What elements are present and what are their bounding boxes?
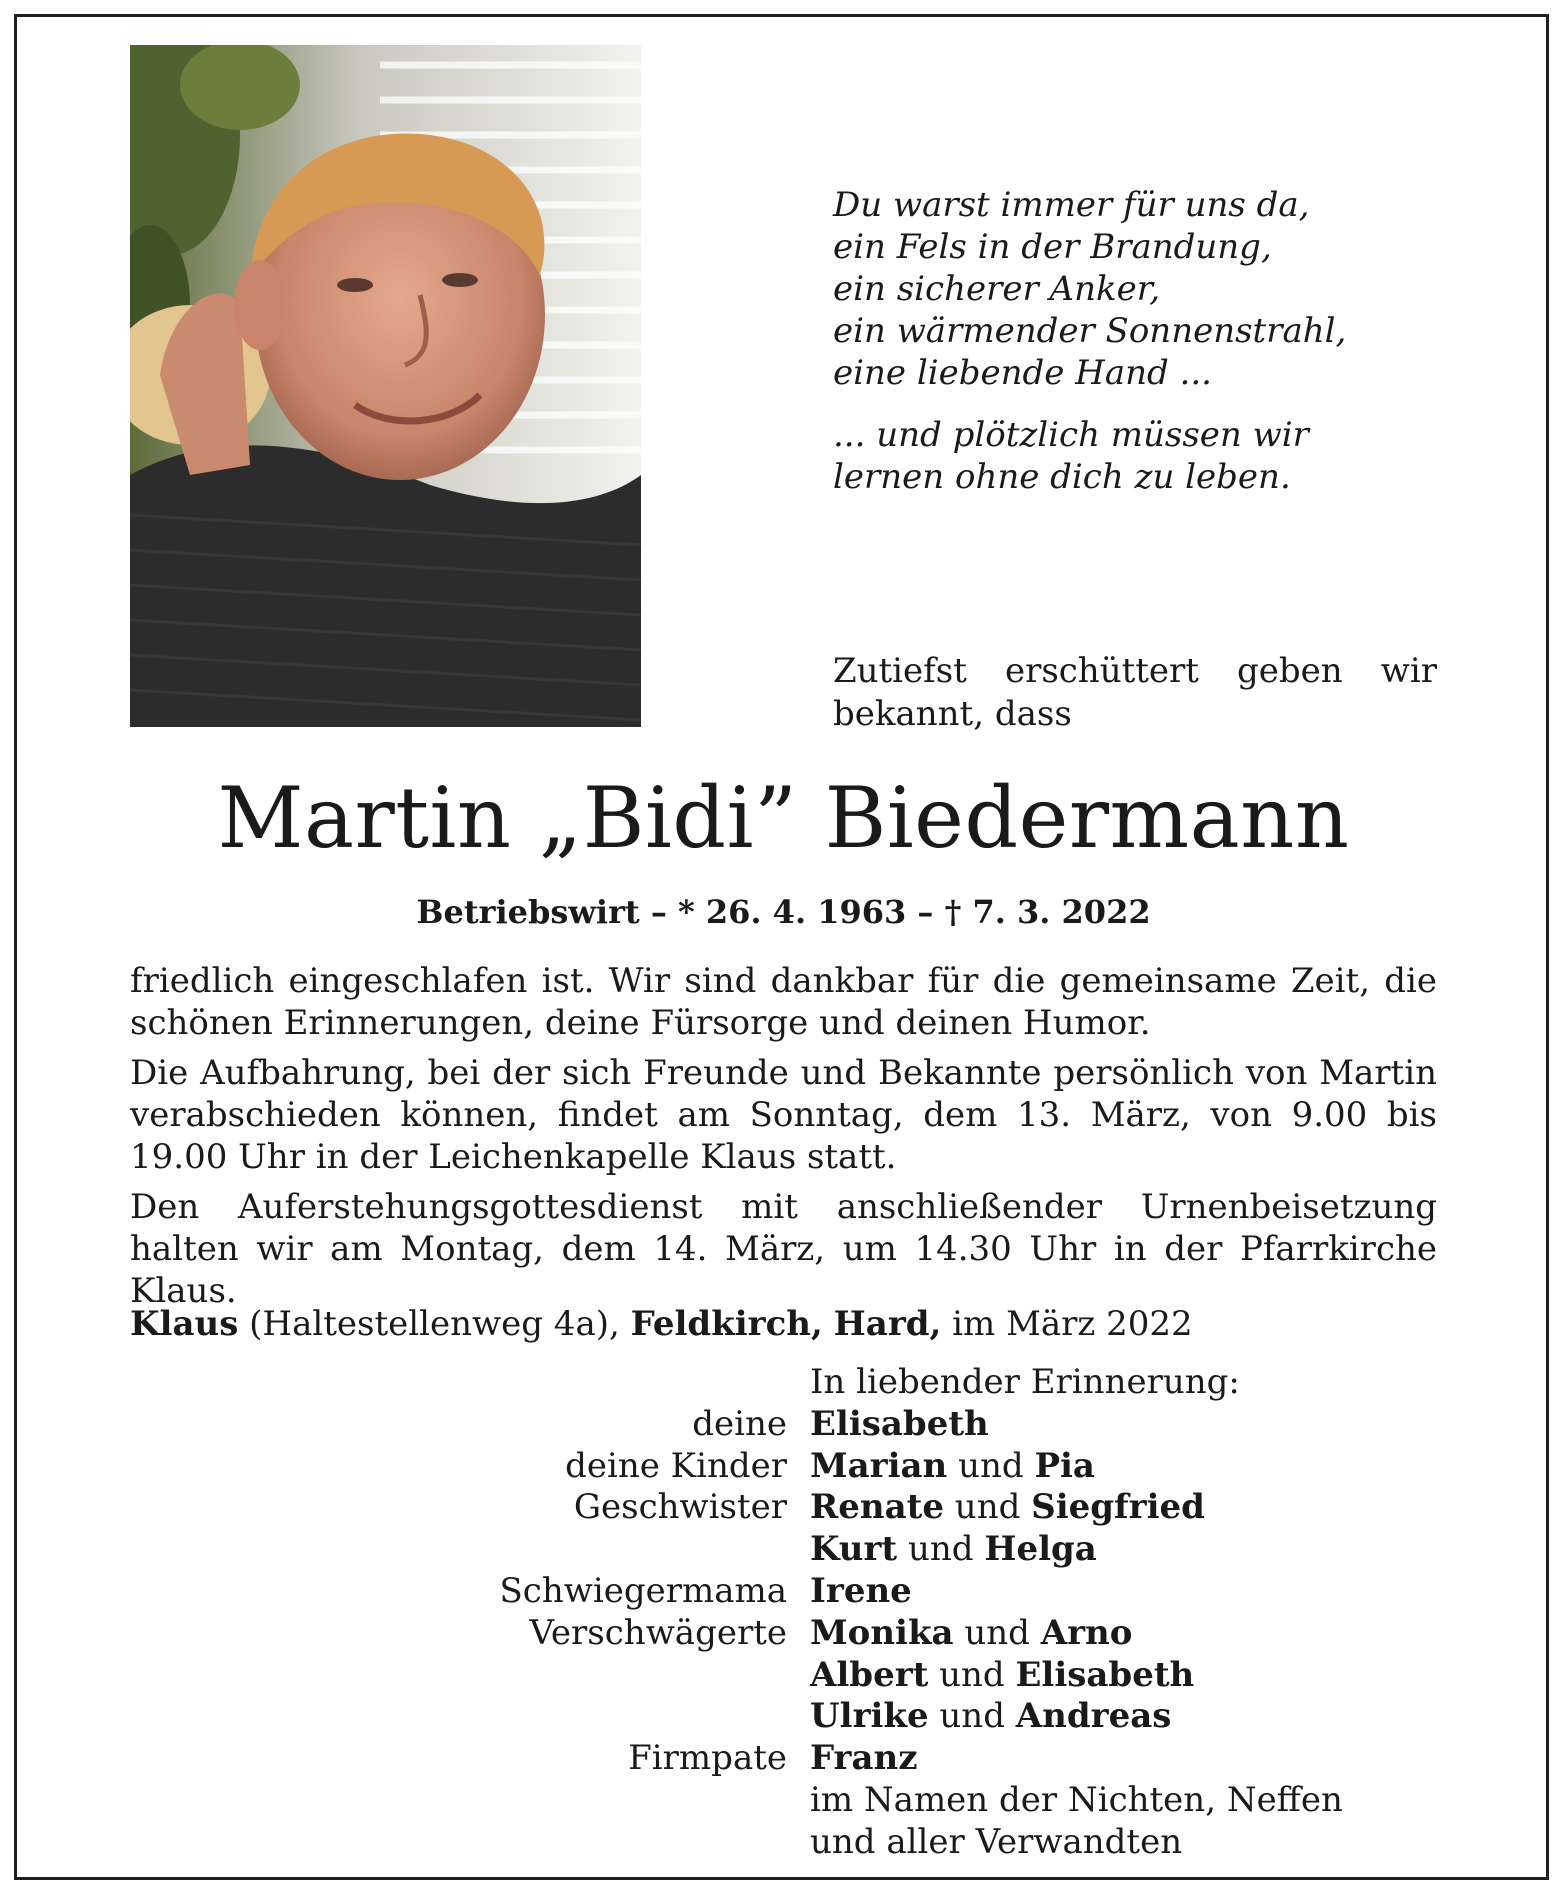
mourner-row	[130, 1404, 1437, 1446]
mourner-name: Elisabeth	[810, 1403, 989, 1444]
mourner-relation: Schwiegermama	[499, 1570, 787, 1611]
poem-line: ... und plötzlich müssen wir	[833, 415, 1309, 455]
mourner-row: Verschwägerte Monika und Arno	[130, 1613, 1437, 1655]
place-address: (Haltestellenweg 4a),	[249, 1304, 620, 1344]
mourner-relation: Firmpate	[628, 1738, 787, 1779]
mourner-name: Franz	[810, 1738, 918, 1779]
mourner-name: Andreas	[1015, 1696, 1172, 1737]
mourner-name: Siegfried	[1031, 1487, 1205, 1528]
mourner-row: Albert und Elisabeth	[130, 1655, 1437, 1697]
mourner-row: Ulrike und Andreas	[130, 1696, 1437, 1738]
mourner-name: Pia	[1034, 1445, 1095, 1486]
mourner-name: Irene	[810, 1570, 912, 1611]
mourners-heading: In liebender Erinnerung:	[810, 1362, 1240, 1402]
poem-line: ein wärmender Sonnenstrahl,	[833, 311, 1347, 351]
poem-line: Du warst immer für uns da,	[833, 185, 1310, 225]
mourner-relation: deine Kinder	[565, 1445, 787, 1486]
deceased-name: Martin „Bidi” Biedermann	[217, 769, 1350, 867]
body-paragraph: Die Aufbahrung, bei der sich Freunde und Bekannte persönlich von Martin verabschieden können, findet am Sonntag, dem 13. März, von 9.00 bis 19.00 Uhr in der Leichenkapelle Klaus statt.	[130, 1053, 1437, 1177]
body-paragraph: friedlich eingeschlafen ist. Wir sind dankbar für die gemeinsame Zeit, die schönen Erinnerungen, deine Fürsorge und deinen Humor.	[130, 961, 1437, 1043]
mourners-list	[130, 1362, 1437, 1864]
mourner-relation	[130, 1655, 810, 1697]
mourners-closing-row	[130, 1780, 1437, 1822]
mourner-name: Albert	[810, 1654, 929, 1695]
poem-line: ein Fels in der Brandung,	[833, 227, 1272, 267]
place-town: Hard,	[833, 1304, 942, 1344]
mourners-heading-row	[130, 1362, 1437, 1404]
poem-line: eine liebende Hand ...	[833, 353, 1212, 393]
mourner-row: Geschwister Renate und Siegfried	[130, 1487, 1437, 1529]
mourner-name: Ulrike	[810, 1696, 929, 1737]
mourner-name: Renate	[810, 1487, 944, 1528]
mourner-name: Helga	[984, 1529, 1097, 1570]
portrait-photo-icon	[130, 45, 641, 727]
poem-line: ein sicherer Anker,	[833, 269, 1161, 309]
place-town: Klaus	[130, 1304, 239, 1344]
mourner-relation: Geschwister	[573, 1487, 787, 1528]
announcement-intro: Zutiefst erschüttert geben wir bekannt, dass	[833, 651, 1437, 734]
portrait-photo	[130, 45, 641, 727]
place-date: im März 2022	[952, 1304, 1193, 1344]
mourner-row	[130, 1571, 1437, 1613]
deceased-details: Betriebswirt – * 26. 4. 1963 – † 7. 3. 2022	[416, 893, 1151, 931]
mourner-name: Kurt	[810, 1529, 898, 1570]
poem	[833, 184, 1453, 498]
mourner-relation: Verschwägerte	[529, 1612, 787, 1653]
mourner-name: Elisabeth	[1015, 1654, 1195, 1695]
mourner-row	[130, 1738, 1437, 1780]
mourners-closing: und aller Verwandten	[810, 1821, 1183, 1862]
place-town: Feldkirch,	[630, 1304, 823, 1344]
poem-line: lernen ohne dich zu leben.	[833, 457, 1291, 497]
mourners-closing: im Namen der Nichten, Neffen	[810, 1779, 1343, 1820]
mourner-name: Arno	[1040, 1612, 1133, 1653]
mourners-closing-row	[130, 1822, 1437, 1864]
body-paragraph: Den Auferstehungsgottesdienst mit anschließender Urnenbeisetzung halten wir am Montag, dem 14. März, um 14.30 Uhr in der Pfarrkirche Klaus.	[130, 1187, 1437, 1311]
mourner-relation: deine	[692, 1403, 787, 1444]
mourner-name: Marian	[810, 1445, 948, 1486]
mourner-row: Kurt und Helga	[130, 1529, 1437, 1571]
obituary-body	[130, 960, 1437, 1320]
place-and-date	[130, 1303, 1437, 1345]
mourner-name: Monika	[810, 1612, 954, 1653]
mourner-relation	[130, 1529, 810, 1571]
mourner-row: deine Kinder Marian und Pia	[130, 1446, 1437, 1488]
mourner-relation	[130, 1696, 810, 1738]
